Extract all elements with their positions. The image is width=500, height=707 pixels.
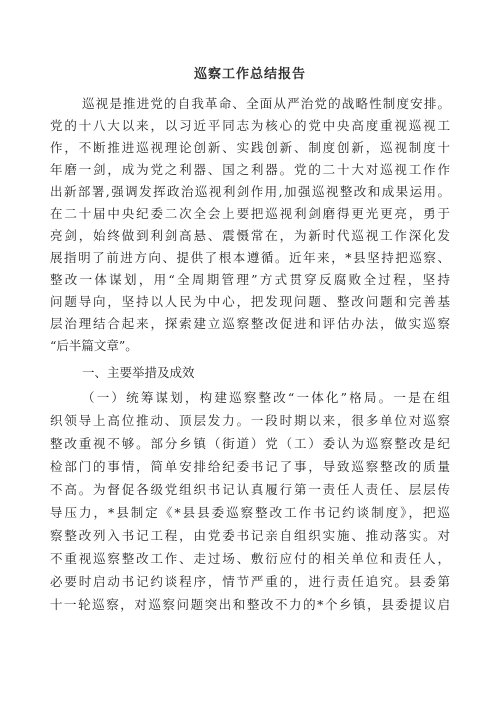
paragraph-line: （一）统筹谋划，构建巡察整改“一体化”格局。一是在组 [82,390,450,405]
paragraph-line: 巡视是推进党的自我革命、全面从严治党的战略性制度安排。 [82,96,450,111]
document-title: 巡察工作总结报告 [193,67,306,82]
paragraph-line: 不重视巡察整改工作、走过场、敷衍应付的相关单位和责任人， [50,551,450,566]
section-heading: 一、主要举措及成效 [82,365,195,380]
paragraph-line: 作，不断推进巡视理论创新、实践创新、制度创新，巡视制度十 [50,140,450,155]
paragraph-line: 导压力，*县制定《*县县委巡察整改工作书记约谈制度》，把巡 [50,505,450,520]
paragraph-line: 年磨一剑，成为党之利器、国之利器。党的二十大对巡视工作作 [50,162,450,177]
paragraph-line: 整改重视不够。部分乡镇（街道）党（工）委认为巡察整改是纪 [50,436,450,451]
paragraph-line: 织领导上高位推动、顶层发力。一段时期以来，很多单位对巡察 [50,413,450,428]
paragraph-line: 察整改列入书记工程，由党委书记亲自组织实施、推动落实。对 [50,528,450,543]
paragraph-line: 层治理结合起来，探索建立巡察整改促进和评估办法，做实巡察 [50,316,450,331]
paragraph-line: 在二十届中央纪委二次全会上要把巡视利剑磨得更光更亮，勇于 [50,206,450,221]
paragraph-line: 出新部署,强调发挥政治巡视利剑作用,加强巡视整改和成果运用。 [50,184,450,199]
paragraph-line: 党的十八大以来，以习近平同志为核心的党中央高度重视巡视工 [50,118,450,133]
paragraph-line: 展指明了前进方向、提供了根本遵循。近年来，*县坚持把巡察、 [50,250,450,265]
paragraph-line: “后半篇文章”。 [50,338,138,353]
paragraph-line: 必要时启动书记约谈程序，情节严重的，进行责任追究。县委第 [50,574,450,589]
paragraph-line: 不高。为督促各级党组织书记认真履行第一责任人责任、层层传 [50,482,450,497]
paragraph-line: 亮剑，始终做到利剑高悬、震慑常在，为新时代巡视工作深化发 [50,228,450,243]
paragraph-line: 问题导向，坚持以人民为中心，把发现问题、整改问题和完善基 [50,294,450,309]
paragraph-line: 十一轮巡察，对巡察问题突出和整改不力的*个乡镇，县委提议启 [50,597,450,612]
paragraph-line: 检部门的事情，简单安排给纪委书记了事，导致巡察整改的质量 [50,459,450,474]
paragraph-line: 整改一体谋划，用“全周期管理”方式贯穿反腐败全过程，坚持 [50,272,450,287]
